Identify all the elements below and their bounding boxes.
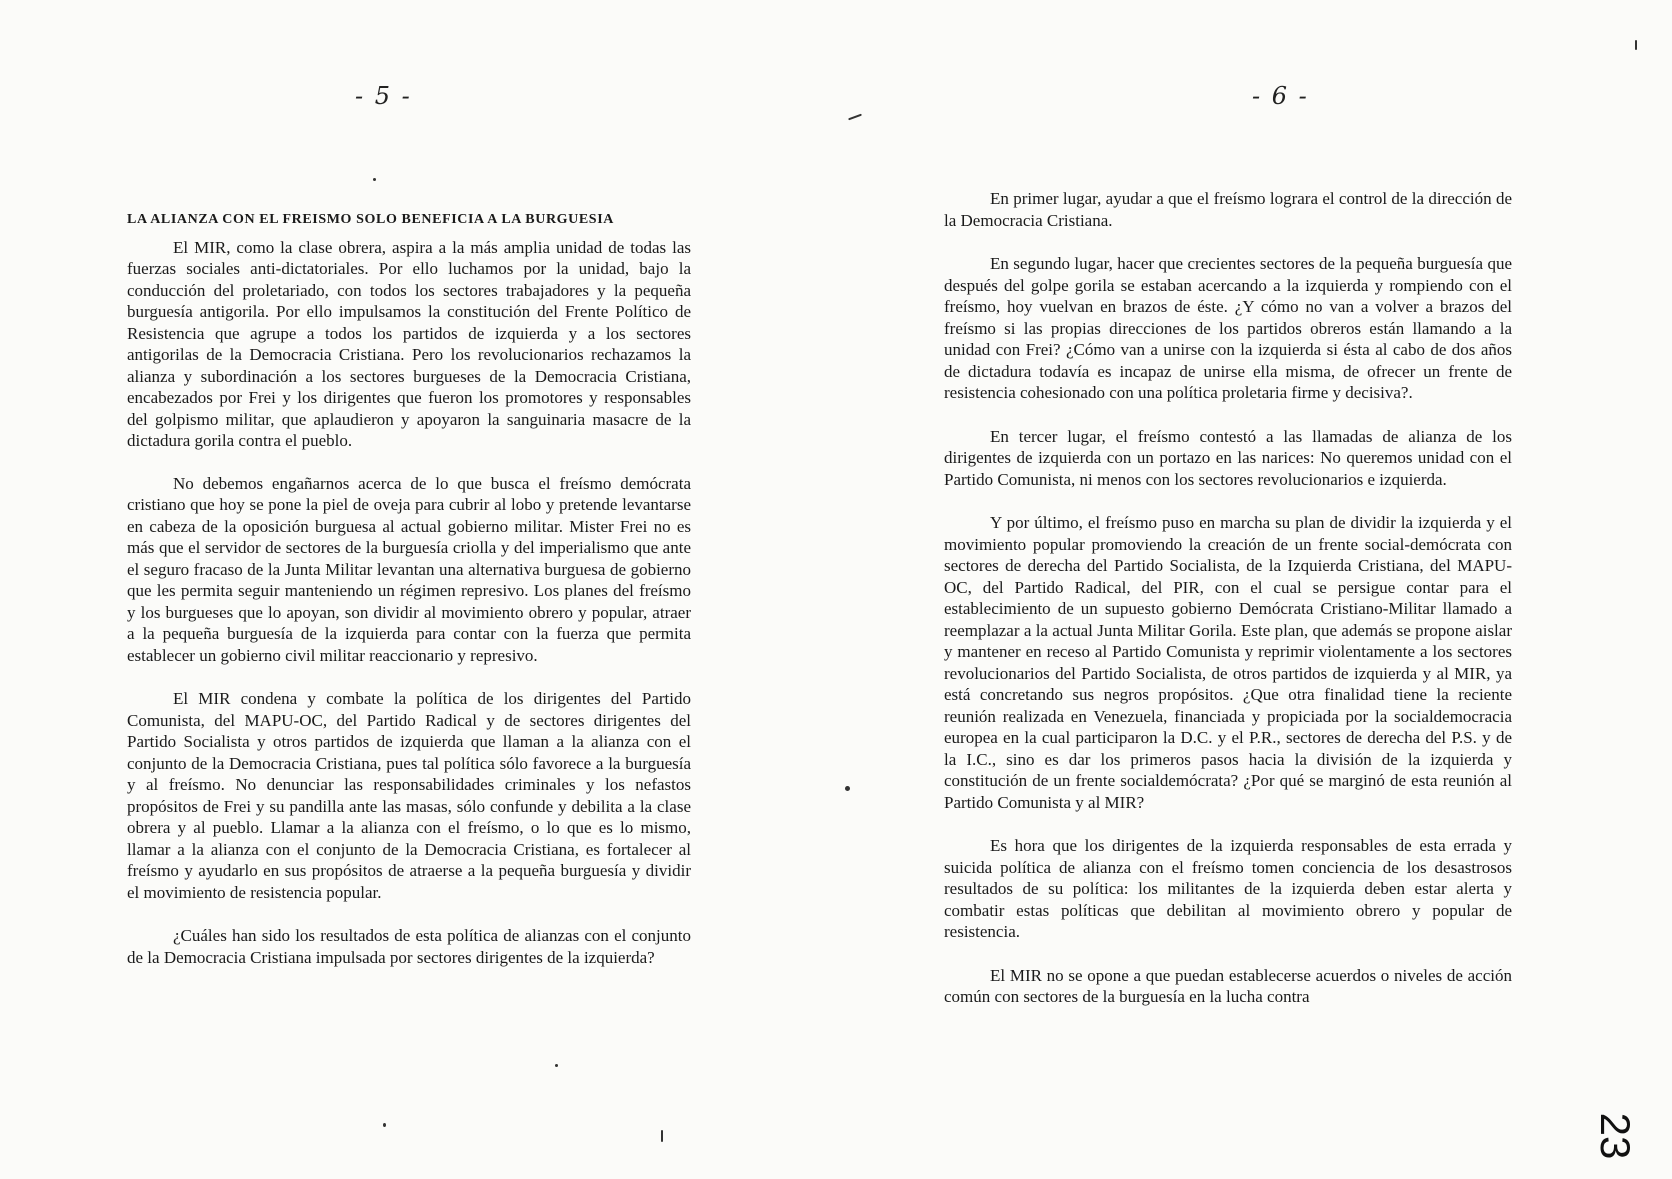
scan-speck — [1635, 40, 1637, 50]
paragraph: El MIR condena y combate la política de los dirigentes del Partido Comunista, del MAPU-OC, del Partido Radical y de sectores dirigentes del Partido Socialista y otros partidos de izquierda que llaman a la alianza con el conjunto de la Democracia Cristiana, pues tal política sólo favorece a la burguesía y al freísmo. No denunciar las responsabilidades criminales y los nefastos propósitos de Frei y su pandilla ante las masas, sólo confunde y debilita a la clase obrera y al pueblo. Llamar a la alianza con el freísmo, o lo que es lo mismo, llamar a la alianza con el conjunto de la Democracia Cristiana, es fortalecer al freísmo y ayudarlo en sus propósitos de atraerse a la pequeña burguesía y dividir el movimiento de resistencia popular. — [127, 689, 691, 902]
paragraph: En tercer lugar, el freísmo contestó a las llamadas de alianza de los dirigentes de izquierda con un portazo en las narices: No queremos unidad con el Partido Comunista, ni menos con los sectores revolucionarios e izquierda. — [944, 426, 1512, 489]
paragraph: En segundo lugar, hacer que crecientes sectores de la pequeña burguesía que después del golpe gorila se estaban acercando a la izquierda y rompiendo con el freísmo, hoy vuelvan en brazos de éste. ¿Y cómo no van a volver a brazos del freísmo si las propias direcciones de los partidos obreros están llamando a la unidad con Frei? ¿Cómo van a unirse con la izquierda si ésta al cabo de dos años de dictadura todavía es incapaz de unirse ella misma, de ofrecer un frente de resistencia cohesionado con una política proletaria firme y decisiva?. — [944, 254, 1512, 402]
page-number-right: - 6 - — [1252, 82, 1309, 110]
paragraph: ¿Cuáles han sido los resultados de esta política de alianzas con el conjunto de la Democracia Cristiana impulsada por sectores dirigentes de la izquierda? — [127, 926, 691, 967]
paragraph: Es hora que los dirigentes de la izquierda responsables de esta errada y suicida política de alianza con el freísmo tomen conciencia de los desastrosos resultados de su política: los militantes de la izquierda deben estar alerta y combatir estas políticas que debilitan al movimiento obrero y popular de resistencia. — [944, 836, 1512, 941]
left-page-column — [127, 209, 691, 968]
page-number-left: - 5 - — [355, 82, 412, 110]
right-page-column — [944, 188, 1512, 1008]
scan-speck — [383, 1123, 386, 1127]
scan-speck — [845, 786, 850, 791]
paragraph: En primer lugar, ayudar a que el freísmo lograra el control de la dirección de la Democracia Cristiana. — [944, 189, 1512, 230]
section-heading: LA ALIANZA CON EL FREISMO SOLO BENEFICIA A LA BURGUESIA — [127, 212, 614, 227]
archive-page-number: 23 — [1592, 1112, 1639, 1160]
paragraph: El MIR, como la clase obrera, aspira a la más amplia unidad de todas las fuerzas sociales anti-dictatoriales. Por ello luchamos por la unidad, bajo la conducción del proletariado, con todos los sectores trabajadores y la pequeña burguesía antigorila. Por ello impulsamos la constitución del Frente Político de Resistencia que agrupe a todos los partidos de izquierda y a los sectores antigorilas de la Democracia Cristiana. Pero los revolucionarios rechazamos la alianza y subordinación a los sectores burgueses de la Democracia Cristiana, encabezados por Frei y los dirigentes que fueron los promotores y responsables del golpismo militar, que aplaudieron y apoyaron la sanguinaria masacre de la dictadura gorila contra el pueblo. — [127, 237, 691, 450]
scan-speck — [848, 114, 862, 121]
scan-speck — [373, 178, 376, 181]
paragraph: No debemos engañarnos acerca de lo que busca el freísmo demócrata cristiano que hoy se pone la piel de oveja para cubrir al lobo y pretende levantarse en cabeza de la oposición burguesa al actual gobierno militar. Mister Frei no es más que el servidor de sectores de la burguesía criolla y del imperialismo que ante el seguro fracaso de la Junta Militar levantan una alternativa burguesa de gobierno que les permita seguir manteniendo un régimen represivo. Los planes del freísmo y los burgueses que lo apoyan, son dividir al movimiento obrero y popular, atraer a la pequeña burguesía de la izquierda para contar con la fuerza que permita establecer un gobierno civil militar reaccionario y represivo. — [127, 473, 691, 665]
paragraph: Y por último, el freísmo puso en marcha su plan de dividir la izquierda y el movimiento popular promoviendo la creación de un frente social-demócrata con sectores de derecha del Partido Socialista, de la Izquierda Cristiana, del MAPU-OC, del Partido Radical, del PIR, con el cual se persigue contar para el establecimiento de un supuesto gobierno Demócrata Cristiano-Militar llamado a reemplazar a la actual Junta Militar Gorila. Este plan, que además se propone aislar y mantener en receso al Partido Comunista y reprimir violentamente a los sectores revolucionarios del Partido Socialista, de otros partidos de izquierda y al MIR, ya está concretando sus negros propósitos. ¿Que otra finalidad tiene la reciente reunión realizada en Venezuela, financiada y propiciada por la socialdemocracia europea en la cual participaron la D.C. y el P.R., sectores de derecha del P.S. y de la I.C., sino es dar los primeros pasos hacia la división de la izquierda y constitución de un frente socialdemócrata? ¿Por qué se marginó de esta reunión al Partido Comunista y al MIR? — [944, 513, 1512, 812]
paragraph: El MIR no se opone a que puedan establecerse acuerdos o niveles de acción común con sectores de la burguesía en la lucha contra — [944, 965, 1512, 1006]
scan-speck — [661, 1130, 663, 1142]
scan-speck — [555, 1064, 558, 1067]
